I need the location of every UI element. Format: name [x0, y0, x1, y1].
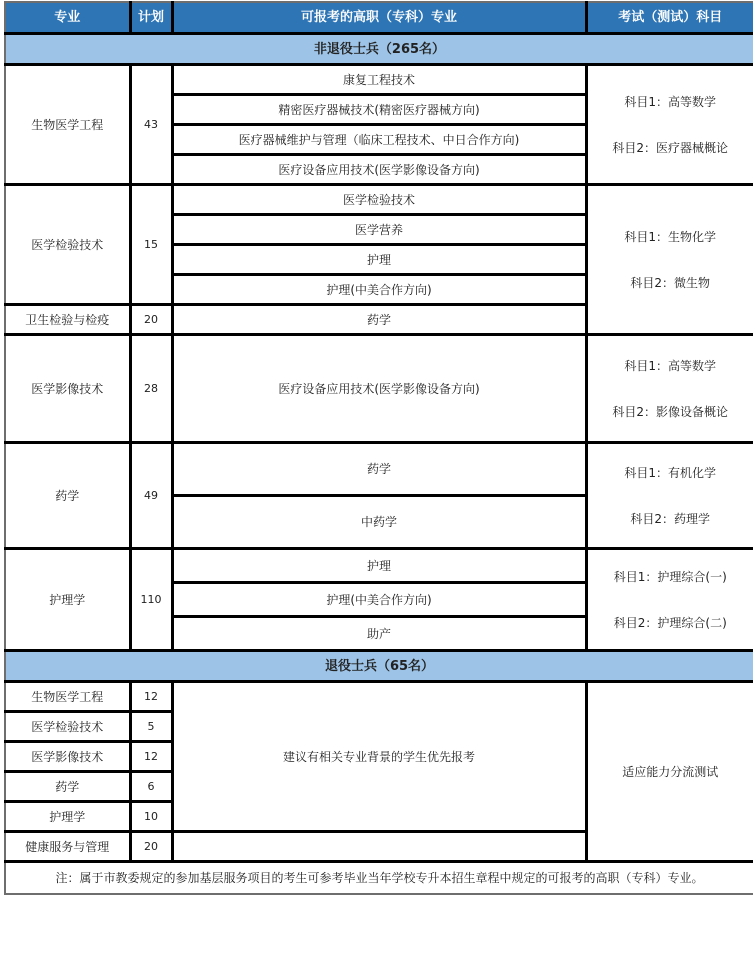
plan-cell: 28 — [130, 335, 172, 443]
plan-cell: 12 — [130, 682, 172, 712]
eligible-cell-empty — [172, 832, 586, 862]
table-row — [5, 682, 753, 712]
exam-cell — [586, 65, 753, 185]
exam-subject-1: 科目1：高等数学 — [624, 358, 717, 373]
major-cell: 健康服务与管理 — [5, 832, 130, 862]
plan-cell: 5 — [130, 712, 172, 742]
table-header-row — [5, 2, 753, 34]
eligible-cell: 药学 — [172, 305, 586, 335]
exam-subject-1: 科目1：护理综合(一) — [613, 569, 727, 584]
plan-cell: 20 — [130, 832, 172, 862]
exam-subject-2: 科目2：医疗器械概论 — [612, 140, 729, 155]
major-cell: 生物医学工程 — [5, 682, 130, 712]
eligible-cell: 医疗设备应用技术(医学影像设备方向) — [172, 335, 586, 443]
exam-cell — [586, 335, 753, 443]
section-title-veteran: 退役士兵（65名） — [5, 651, 753, 682]
plan-cell: 12 — [130, 742, 172, 772]
admissions-table — [4, 1, 753, 895]
plan-cell: 43 — [130, 65, 172, 185]
admissions-table-container — [4, 1, 753, 895]
major-cell: 医学影像技术 — [5, 335, 130, 443]
eligible-cell: 医学营养 — [172, 215, 586, 245]
major-cell: 卫生检验与检疫 — [5, 305, 130, 335]
table-row — [5, 335, 753, 443]
exam-subject-1: 科目1：生物化学 — [624, 229, 717, 244]
eligible-cell: 护理 — [172, 549, 586, 583]
plan-cell: 15 — [130, 185, 172, 305]
eligible-cell: 药学 — [172, 443, 586, 496]
major-cell: 护理学 — [5, 802, 130, 832]
exam-subject-1: 科目1：高等数学 — [624, 94, 717, 109]
plan-cell: 10 — [130, 802, 172, 832]
major-cell: 生物医学工程 — [5, 65, 130, 185]
exam-subject-2: 科目2：影像设备概论 — [612, 404, 729, 419]
exam-cell — [586, 549, 753, 651]
major-cell: 药学 — [5, 772, 130, 802]
exam-cell — [586, 185, 753, 335]
section-header-row — [5, 651, 753, 682]
major-cell: 医学影像技术 — [5, 742, 130, 772]
plan-cell: 49 — [130, 443, 172, 549]
footnote: 注：属于市教委规定的参加基层服务项目的考生可参考毕业当年学校专升本招生章程中规定的可报考的高职（专科）专业。 — [5, 862, 753, 895]
eligible-cell: 助产 — [172, 617, 586, 651]
major-cell: 药学 — [5, 443, 130, 549]
table-row — [5, 65, 753, 95]
eligible-cell: 中药学 — [172, 496, 586, 549]
eligible-cell: 医疗设备应用技术(医学影像设备方向) — [172, 155, 586, 185]
plan-cell: 20 — [130, 305, 172, 335]
eligible-cell: 护理 — [172, 245, 586, 275]
major-cell: 护理学 — [5, 549, 130, 651]
eligible-cell: 护理(中美合作方向) — [172, 583, 586, 617]
exam-subject-2: 科目2：护理综合(二) — [613, 615, 727, 630]
note-row — [5, 862, 753, 895]
exam-subject-1: 科目1：有机化学 — [624, 465, 717, 480]
plan-cell: 6 — [130, 772, 172, 802]
eligible-cell: 医疗器械维护与管理（临床工程技术、中日合作方向) — [172, 125, 586, 155]
exam-cell — [586, 443, 753, 549]
col-header-exam: 考试（测试）科目 — [586, 2, 753, 34]
major-cell: 医学检验技术 — [5, 185, 130, 305]
eligible-cell: 建议有相关专业背景的学生优先报考 — [172, 682, 586, 832]
section-title-non-veteran: 非退役士兵（265名） — [5, 34, 753, 65]
eligible-cell: 精密医疗器械技术(精密医疗器械方向) — [172, 95, 586, 125]
major-cell: 医学检验技术 — [5, 712, 130, 742]
exam-subject-2: 科目2：微生物 — [630, 275, 711, 290]
section-header-row — [5, 34, 753, 65]
table-row — [5, 185, 753, 215]
eligible-cell: 康复工程技术 — [172, 65, 586, 95]
eligible-cell: 医学检验技术 — [172, 185, 586, 215]
table-row — [5, 443, 753, 496]
col-header-plan: 计划 — [130, 2, 172, 34]
exam-cell: 适应能力分流测试 — [586, 682, 753, 862]
plan-cell: 110 — [130, 549, 172, 651]
col-header-major: 专业 — [5, 2, 130, 34]
eligible-cell: 护理(中美合作方向) — [172, 275, 586, 305]
table-row — [5, 549, 753, 583]
exam-subject-2: 科目2：药理学 — [630, 511, 711, 526]
col-header-eligible: 可报考的高职（专科）专业 — [172, 2, 586, 34]
